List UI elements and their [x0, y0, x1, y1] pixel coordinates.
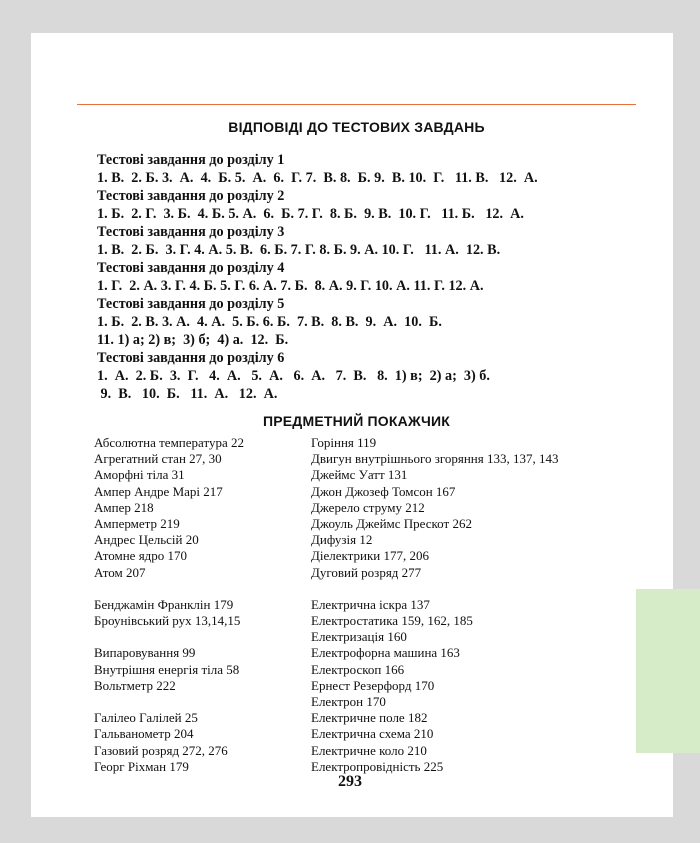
index-entry: Двигун внутрішнього згоряння 133, 137, 143	[311, 451, 559, 467]
index-entry: Електропровідність 225	[311, 758, 444, 774]
answers-section-title: Тестові завдання до розділу 2	[97, 188, 285, 204]
index-entry: Електричне поле 182	[311, 710, 428, 726]
index-entry: Внутрішня енергія тіла 58	[94, 661, 240, 677]
index-column-right	[311, 435, 558, 775]
index-entry: Ернест Резерфорд 170	[311, 677, 435, 693]
section-tab-marker	[636, 589, 700, 753]
index-spacer	[94, 629, 244, 645]
index-entry: Електрична схема 210	[311, 726, 434, 742]
index-entry: Джоуль Джеймс Прескот 262	[311, 515, 472, 531]
index-entry: Бенджамін Франклін 179	[94, 596, 234, 612]
index-entry: Атом 207	[94, 564, 146, 580]
answers-line: 1. Г. 2. А. 3. Г. 4. Б. 5. Г. 6. А. 7. Б. 8. А. 9. Г. 10. А. 11. Г. 12. А.	[97, 278, 484, 294]
index-entry: Випаровування 99	[94, 645, 196, 661]
index-entry: Атомне ядро 170	[94, 548, 188, 564]
index-entry: Електричне коло 210	[311, 742, 427, 758]
index-entry: Джерело струму 212	[311, 499, 425, 515]
index-entry: Амперметр 219	[94, 515, 180, 531]
page-number: 293	[338, 773, 362, 790]
answers-line: 1. В. 2. Б. 3. Г. 4. А. 5. В. 6. Б. 7. Г. 8. Б. 9. А. 10. Г. 11. А. 12. В.	[97, 242, 501, 258]
answers-line: 1. Б. 2. Г. 3. Б. 4. Б. 5. А. 6. Б. 7. Г. 8. Б. 9. В. 10. Г. 11. Б. 12. А.	[97, 206, 524, 222]
answers-section-title: Тестові завдання до розділу 5	[97, 296, 285, 312]
index-entry: Електроскоп 166	[311, 661, 405, 677]
index-entry: Електризація 160	[311, 629, 407, 645]
index-entry: Електрофорна машина 163	[311, 645, 460, 661]
answers-line: 1. В. 2. Б. 3. А. 4. Б. 5. А. 6. Г. 7. В. 8. Б. 9. В. 10. Г. 11. В. 12. А.	[97, 170, 538, 186]
index-entry: Електростатика 159, 162, 185	[311, 613, 473, 629]
index-entry: Джон Джозеф Томсон 167	[311, 483, 456, 499]
index-entry: Броунівський рух 13,14,15	[94, 613, 241, 629]
answers-block	[97, 151, 637, 403]
index-entry: Горіння 119	[311, 435, 377, 450]
index-entry: Аморфні тіла 31	[94, 467, 185, 483]
answers-section-title: Тестові завдання до розділу 4	[97, 260, 285, 276]
answers-section-title: Тестові завдання до розділу 6	[97, 350, 285, 366]
index-entry: Андрес Цельсій 20	[94, 532, 199, 548]
index-entry: Ампер Андре Марі 217	[94, 483, 223, 499]
index-entry: Дифузія 12	[311, 532, 373, 548]
answers-section-title: Тестові завдання до розділу 3	[97, 224, 285, 240]
answers-line: 1. А. 2. Б. 3. Г. 4. А. 5. А. 6. А. 7. В. 8. 1) в; 2) а; 3) б.	[97, 368, 490, 384]
index-entry: Діелектрики 177, 206	[311, 548, 429, 564]
index-entry: Ампер 218	[94, 499, 154, 515]
answers-line: 9. В. 10. Б. 11. А. 12. А.	[97, 386, 278, 402]
index-entry: Георг Ріхман 179	[94, 758, 189, 774]
index-spacer	[94, 581, 244, 597]
index-entry: Абсолютна температура 22	[94, 435, 244, 450]
header-rule	[77, 104, 636, 105]
index-entry: Вольтметр 222	[94, 677, 176, 693]
answers-line: 11. 1) а; 2) в; 3) б; 4) а. 12. Б.	[97, 332, 289, 348]
index-entry: Електрична іскра 137	[311, 596, 430, 612]
index-entry: Дуговий розряд 277	[311, 564, 422, 580]
index-spacer	[311, 581, 558, 597]
index-entry: Галілео Галілей 25	[94, 710, 198, 726]
answers-line: 1. Б. 2. В. 3. А. 4. А. 5. Б. 6. Б. 7. В. 8. В. 9. А. 10. Б.	[97, 314, 442, 330]
index-entry: Електрон 170	[311, 694, 386, 709]
index-spacer	[94, 694, 244, 710]
answers-heading: ВІДПОВІДІ ДО ТЕСТОВИХ ЗАВДАНЬ	[228, 119, 485, 135]
index-entry: Газовий розряд 272, 276	[94, 742, 228, 758]
index-column-left	[94, 435, 244, 775]
index-entry: Гальванометр 204	[94, 726, 194, 742]
answers-section-title: Тестові завдання до розділу 1	[97, 152, 285, 168]
index-entry: Джеймс Уатт 131	[311, 467, 408, 483]
index-entry: Агрегатний стан 27, 30	[94, 451, 222, 467]
index-heading: ПРЕДМЕТНИЙ ПОКАЖЧИК	[262, 413, 451, 429]
